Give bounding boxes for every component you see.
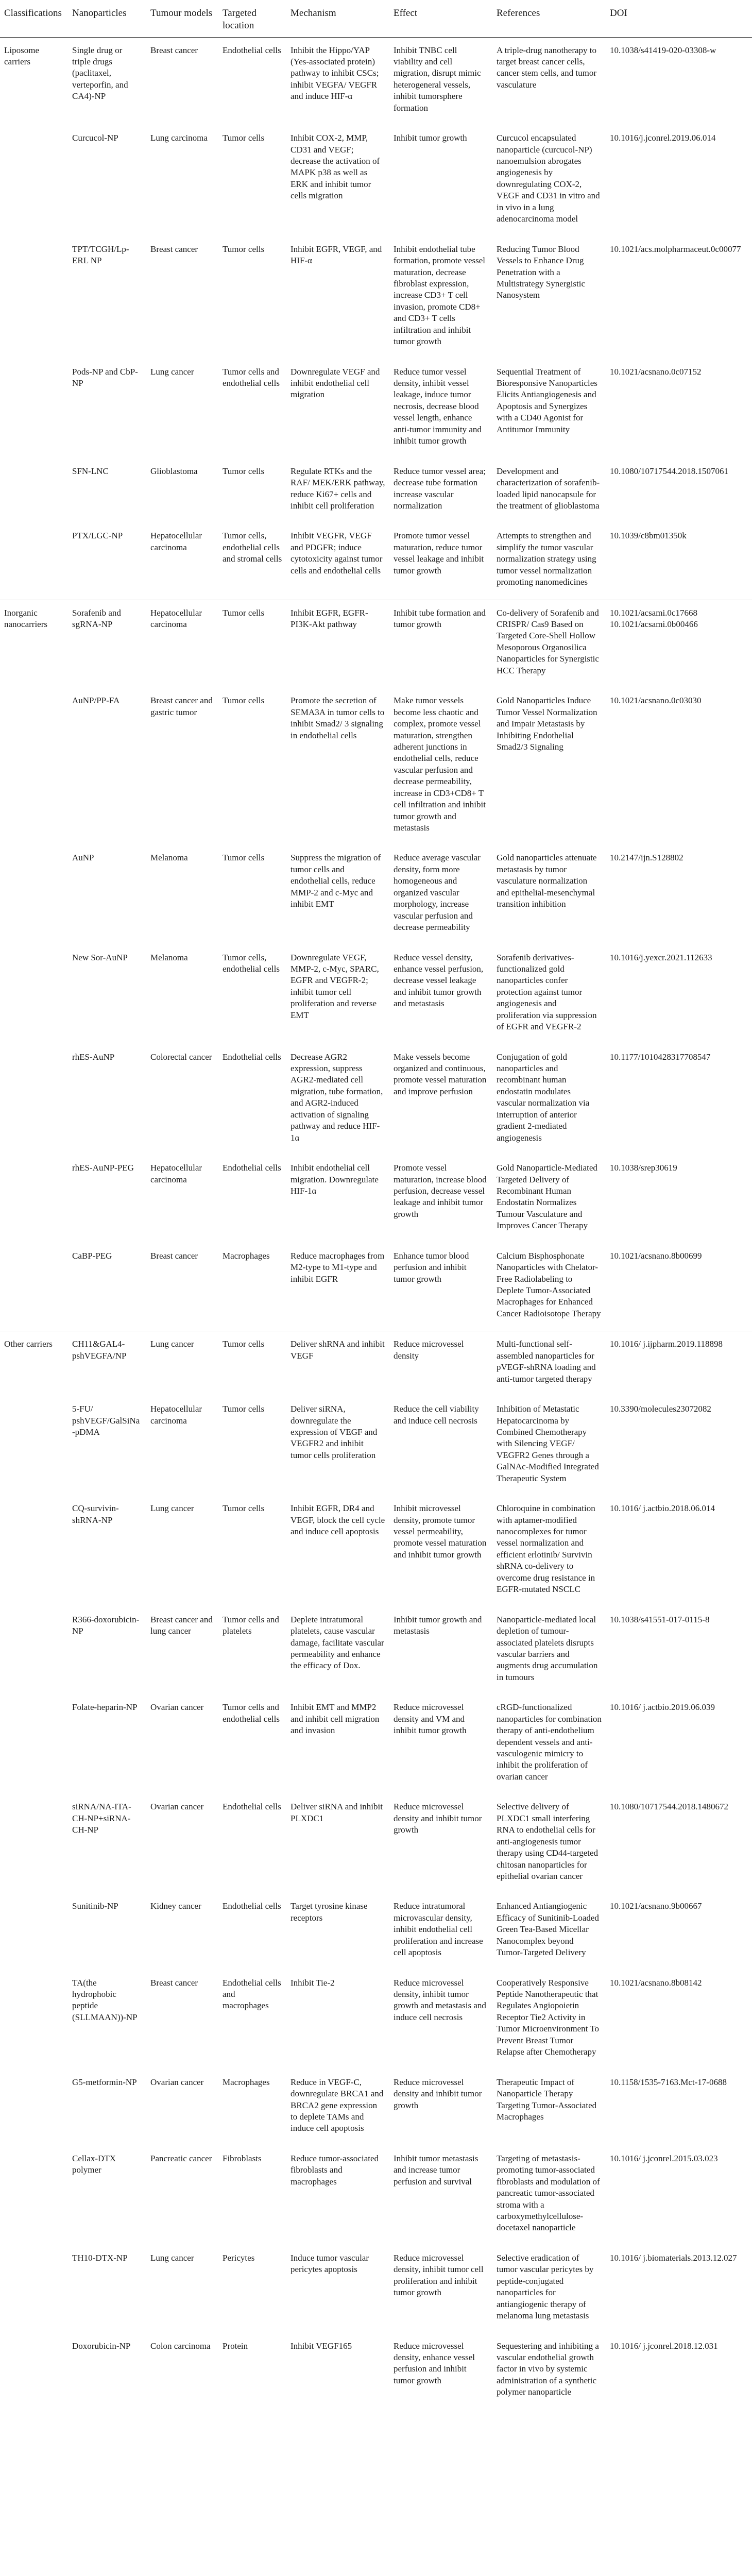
cell-mechanism: Deliver siRNA, downregulate the expression of VEGF and VEGFR2 and inhibit tumor cells proliferation [290, 1404, 378, 1460]
table-row [0, 359, 752, 459]
cell-classification [0, 1243, 68, 1331]
table-row [0, 523, 752, 600]
table-row [0, 845, 752, 944]
cell-targeted-location: Endothelial cells [223, 1802, 281, 1812]
table-row [0, 2245, 752, 2333]
cell-tumour-model: Pancreatic cancer [150, 2153, 212, 2163]
cell-doi: 10.1080/10717544.2018.1507061 [610, 466, 728, 476]
cell-tumour-model: Hepatocellular carcinoma [150, 531, 202, 552]
cell-tumour-model: Breast cancer [150, 244, 198, 254]
cell-reference: Targeting of metastasis-promoting tumor-associated fibroblasts and modulation of pancreatic tumor-associated stroma with a carboxymethylcellulose-docetaxel nanoparticle [497, 2153, 600, 2233]
cell-effect: Inhibit microvessel density, promote tumor vessel permeability, promote vessel maturation and inhibit tumor growth [394, 1503, 487, 1560]
cell-mechanism: Target tyrosine kinase receptors [290, 1901, 368, 1923]
cell-tumour-model: Breast cancer and gastric tumor [150, 696, 213, 717]
cell-nanoparticle: TH10-DTX-NP [72, 2252, 128, 2263]
cell-classification [0, 2333, 68, 2410]
cell-effect: Reduce microvessel density [389, 1331, 492, 1396]
cell-doi: 10.2147/ijn.S128802 [610, 853, 683, 863]
cell-effect: Reduce microvessel density and inhibit tumor growth [394, 1802, 482, 1835]
cell-doi: 10.1021/acsnano.8b08142 [610, 1977, 702, 1988]
cell-targeted-location: Tumor cells [223, 133, 265, 143]
cell-targeted-location: Tumor cells and endothelial cells [223, 1702, 280, 1724]
cell-mechanism: Inhibit EGFR, DR4 and VEGF, block the cell cycle and induce cell apoptosis [290, 1503, 385, 1536]
table-row [0, 1893, 752, 1970]
cell-targeted-location: Tumor cells, endothelial cells [223, 952, 280, 974]
cell-mechanism: Reduce in VEGF-C, downregulate BRCA1 and BRCA2 gene expression to deplete TAMs and induce cell apoptosis [290, 2077, 384, 2133]
cell-effect: Reduce microvessel density and inhibit tumor growth [394, 2077, 482, 2110]
cell-nanoparticle: Sorafenib and sgRNA-NP [68, 600, 146, 688]
cell-tumour-model: Breast cancer [150, 1250, 198, 1261]
cell-reference: cRGD-functionalized nanoparticles for combination therapy of anti-endothelium dependent vessels and anti-vasculogenic mimicry to inhibit the proliferation of ovarian cancer [497, 1702, 602, 1782]
cell-targeted-location: Tumor cells, endothelial cells and stromal cells [223, 531, 282, 564]
cell-tumour-model: Ovarian cancer [150, 1702, 204, 1713]
cell-effect: Reduce the cell viability and induce cell necrosis [394, 1404, 479, 1426]
cell-mechanism: Promote the secretion of SEMA3A in tumor cells to inhibit Smad2/ 3 signaling in endothelial cells [290, 696, 385, 740]
cell-tumour-model: Breast cancer [146, 37, 218, 125]
cell-reference: Cooperatively Responsive Peptide Nanotherapeutic that Regulates Angiopoietin Receptor Tie2 Activity in Tumor Microenvironment To Prevent Breast Tumor Relapse after Chemotherapy [497, 1977, 600, 2057]
cell-tumour-model: Hepatocellular carcinoma [150, 1163, 202, 1184]
table-row [0, 945, 752, 1044]
header-effect: Effect [389, 4, 492, 37]
table-header [0, 4, 752, 37]
cell-effect: Inhibit tumor growth [394, 133, 467, 143]
cell-targeted-location: Fibroblasts [223, 2153, 262, 2163]
cell-reference: Co-delivery of Sorafenib and CRISPR/ Cas9 Based on Targeted Core-Shell Hollow Mesoporous Organosilica Nanoparticles for Synergistic HCC Therapy [492, 600, 606, 688]
cell-mechanism: Inhibit Tie-2 [290, 1977, 335, 1988]
cell-classification [0, 1970, 68, 2070]
cell-tumour-model: Lung cancer [150, 366, 194, 377]
cell-targeted-location: Tumor cells [223, 853, 265, 863]
cell-mechanism: Inhibit endothelial cell migration. Downregulate HIF-1α [290, 1163, 379, 1196]
cell-doi: 10.1021/acsnano.8b00699 [610, 1250, 702, 1261]
cell-mechanism: Deliver shRNA and inhibit VEGF [286, 1331, 389, 1396]
cell-reference: Therapeutic Impact of Nanoparticle Therapy Targeting Tumor-Associated Macrophages [497, 2077, 597, 2122]
cell-tumour-model: Glioblastoma [150, 466, 198, 476]
table-row [0, 37, 752, 125]
cell-effect: Inhibit endothelial tube formation, promote vessel maturation, decrease fibroblast expression, increase CD3+ T cell invasion, promote CD8+ and CD3+ T cells infiltration and inhibit tumor growth [394, 244, 485, 347]
cell-effect: Inhibit tube formation and tumor growth [389, 600, 492, 688]
cell-tumour-model: Melanoma [150, 853, 188, 863]
cell-mechanism: Inhibit the Hippo/YAP (Yes-associated protein) pathway to inhibit CSCs; inhibit VEGFA/ VEGFR and induce HIF-α [286, 37, 389, 125]
cell-nanoparticle: G5-metformin-NP [72, 2077, 137, 2087]
cell-targeted-location: Endothelial cells [218, 37, 286, 125]
cell-doi: 10.1080/10717544.2018.1480672 [610, 1802, 728, 1812]
cell-targeted-location: Tumor cells [223, 466, 265, 476]
cell-reference: Sequential Treatment of Bioresponsive Nanoparticles Elicits Antiangiogenesis and Apoptosis and Synergizes with a CD40 Agonist for Antitumor Immunity [497, 366, 597, 434]
cell-nanoparticle: Curcucol-NP [72, 133, 118, 143]
cell-mechanism: Suppress the migration of tumor cells and endothelial cells, reduce MMP-2 and c-Myc and inhibit EMT [290, 853, 381, 909]
cell-classification: Liposome carriers [0, 37, 68, 125]
cell-classification [0, 459, 68, 523]
table-body [0, 37, 752, 2410]
cell-doi: 10.1021/acs.molpharmaceut.0c00077 [610, 244, 741, 254]
cell-classification [0, 1496, 68, 1607]
cell-nanoparticle: rhES-AuNP [72, 1052, 115, 1062]
cell-classification [0, 1893, 68, 1970]
cell-tumour-model: Breast cancer and lung cancer [150, 1614, 213, 1636]
cell-reference: Selective eradication of tumor vascular pericytes by peptide-conjugated nanoparticles for antiangiogenic therapy of melanoma lung metastasis [497, 2252, 594, 2321]
header-tumour-models: Tumour models [146, 4, 218, 37]
table-row [0, 236, 752, 359]
cell-reference: A triple-drug nanotherapy to target breast cancer cells, cancer stem cells, and tumor vasculature [492, 37, 606, 125]
cell-mechanism: Decrease AGR2 expression, suppress AGR2-mediated cell migration, tube formation, and AGR2-induced activation of signaling pathway and reduce HIF-1α [290, 1052, 383, 1143]
cell-mechanism: Downregulate VEGF, MMP-2, c-Myc, SPARC, EGFR and VEGFR-2; inhibit tumor cell proliferation and reverse EMT [290, 952, 379, 1020]
table-row [0, 1607, 752, 1695]
cell-doi: 10.1038/srep30619 [610, 1163, 677, 1173]
cell-tumour-model: Lung cancer [146, 1331, 218, 1396]
cell-reference: Inhibition of Metastatic Hepatocarcinoma by Combined Chemotherapy with Silencing VEGF/ VEGFR2 Genes through a GalNAc-Modified Integrated Therapeutic System [497, 1404, 599, 1483]
cell-nanoparticle: PTX/LGC-NP [72, 531, 123, 541]
cell-targeted-location: Tumor cells [218, 1331, 286, 1396]
table-row [0, 2146, 752, 2245]
cell-effect: Enhance tumor blood perfusion and inhibit tumor growth [394, 1250, 469, 1284]
table-row [0, 688, 752, 845]
cell-targeted-location: Tumor cells [223, 1404, 265, 1414]
cell-doi: 10.1016/ j.actbio.2018.06.014 [610, 1503, 715, 1514]
cell-classification: Other carriers [0, 1331, 68, 1396]
cell-nanoparticle: Sunitinib-NP [72, 1901, 118, 1911]
cell-classification [0, 359, 68, 459]
cell-targeted-location: Tumor cells [223, 244, 265, 254]
cell-tumour-model: Lung carcinoma [150, 133, 208, 143]
cell-nanoparticle: CH11&GAL4-pshVEGFA/NP [68, 1331, 146, 1396]
cell-reference: Curcucol encapsulated nanoparticle (curcucol-NP) nanoemulsion abrogates angiogenesis by downregulating COX-2, VEGF and CD31 in vitro and in vivo in a lung adenocarcinoma model [497, 133, 600, 224]
cell-nanoparticle: AuNP [72, 853, 94, 863]
header-classifications: Classifications [0, 4, 68, 37]
cell-classification [0, 1155, 68, 1243]
cell-effect: Inhibit TNBC cell viability and cell migration, disrupt mimic heterogeneral vessels, inhibit tumorsphere formation [389, 37, 492, 125]
cell-effect: Promote vessel maturation, increase blood perfusion, decrease vessel leakage and inhibit tumor growth [394, 1163, 487, 1219]
cell-effect: Make tumor vessels become less chaotic and complex, promote vessel maturation, strengthen adherent junctions in endothelial cells, reduce vascular perfusion and decrease permeability, increase in CD3+CD8+ T cell infiltration and inhibit tumor growth and metastasis [394, 696, 486, 833]
cell-doi: 10.1016/j.jconrel.2019.06.014 [610, 133, 716, 143]
cell-mechanism: Inhibit COX-2, MMP, CD31 and VEGF; decrease the activation of MAPK p38 as well as ERK and inhibit tumor cells migration [290, 133, 380, 201]
cell-doi: 10.1016/ j.jconrel.2018.12.031 [610, 2341, 718, 2351]
cell-mechanism: Reduce tumor-associated fibroblasts and macrophages [290, 2153, 379, 2187]
cell-doi: 10.1016/ j.biomaterials.2013.12.027 [610, 2252, 737, 2263]
cell-reference: Nanoparticle-mediated local depletion of tumour-associated platelets disrupts vascular barriers and augments drug accumulation in tumours [497, 1614, 598, 1682]
cell-tumour-model: Ovarian cancer [150, 1802, 204, 1812]
cell-mechanism: Induce tumor vascular pericytes apoptosis [290, 2252, 369, 2275]
cell-nanoparticle: TA(the hydrophobic peptide (SLLMAAN))-NP [72, 1977, 138, 2022]
cell-targeted-location: Pericytes [223, 2252, 255, 2263]
table-row [0, 1243, 752, 1331]
cell-nanoparticle: SFN-LNC [72, 466, 109, 476]
cell-effect: Reduce tumor vessel density, inhibit vessel leakage, induce tumor necrosis, decrease blood vessel length, enhance anti-tumor immunity and inhibit tumor growth [394, 366, 482, 446]
cell-tumour-model: Ovarian cancer [150, 2077, 204, 2087]
cell-effect: Reduce tumor vessel area; decrease tube formation increase vascular normalization [394, 466, 486, 511]
cell-tumour-model: Hepatocellular carcinoma [150, 1404, 202, 1426]
cell-doi: 10.1021/acsnano.0c07152 [610, 366, 702, 377]
table-row [0, 1970, 752, 2070]
cell-doi: 10.1016/ j.ijpharm.2019.118898 [606, 1331, 752, 1396]
table-row [0, 1396, 752, 1496]
cell-doi: 10.1021/acsnano.0c03030 [610, 696, 702, 706]
cell-nanoparticle: New Sor-AuNP [72, 952, 128, 962]
nanoparticle-table [0, 4, 752, 2410]
cell-reference: Gold nanoparticles attenuate metastasis by tumor vasculature normalization and epithelial-mesenchymal transition inhibition [497, 853, 597, 909]
cell-targeted-location: Tumor cells and endothelial cells [223, 366, 280, 388]
cell-classification [0, 2146, 68, 2245]
cell-targeted-location: Protein [223, 2341, 248, 2351]
cell-mechanism: Inhibit EGFR, EGFR-PI3K-Akt pathway [286, 600, 389, 688]
cell-nanoparticle: rhES-AuNP-PEG [72, 1163, 134, 1173]
cell-tumour-model: Colon carcinoma [150, 2341, 211, 2351]
table-row [0, 600, 752, 688]
table-row [0, 2070, 752, 2146]
cell-classification [0, 1694, 68, 1794]
cell-classification [0, 945, 68, 1044]
cell-reference: Selective delivery of PLXDC1 small interfering RNA to endothelial cells for anti-angiogenesis tumor therapy using CD44-targeted chitosan nanoparticles for epithelial ovarian cancer [497, 1802, 599, 1881]
cell-effect: Reduce microvessel density, enhance vessel perfusion and inhibit tumor growth [394, 2341, 475, 2385]
table-row [0, 1331, 752, 1396]
cell-classification [0, 2070, 68, 2146]
cell-reference: Calcium Bisphosphonate Nanoparticles with Chelator-Free Radiolabeling to Deplete Tumor-Associated Macrophages for Enhanced Cancer Radioisotope Therapy [497, 1250, 601, 1318]
cell-effect: Inhibit tumor growth and metastasis [394, 1614, 482, 1636]
cell-nanoparticle: siRNA/NA-ITA-CH-NP+siRNA-CH-NP [72, 1802, 131, 1835]
cell-classification [0, 2245, 68, 2333]
cell-doi: 10.1021/acsami.0c17668 10.1021/acsami.0b00466 [606, 600, 752, 688]
header-row [0, 4, 752, 37]
cell-tumour-model: Breast cancer [150, 1977, 198, 1988]
cell-tumour-model: Melanoma [150, 952, 188, 962]
cell-targeted-location: Tumor cells and platelets [223, 1614, 279, 1636]
cell-doi: 10.1039/c8bm01350k [610, 531, 687, 541]
cell-nanoparticle: Pods-NP and CbP-NP [72, 366, 138, 388]
cell-doi: 10.1021/acsnano.9b00667 [610, 1901, 702, 1911]
cell-reference: Enhanced Antiangiogenic Efficacy of Sunitinib-Loaded Green Tea-Based Micellar Nanocomplex beyond Tumor-Targeted Delivery [497, 1901, 599, 1958]
cell-classification [0, 236, 68, 359]
cell-effect: Reduce microvessel density, inhibit tumor growth and metastasis and induce cell necrosis [394, 1977, 486, 2022]
cell-classification [0, 125, 68, 236]
cell-mechanism: Reduce macrophages from M2-type to M1-type and inhibit EGFR [290, 1250, 385, 1284]
cell-mechanism: Inhibit EMT and MMP2 and inhibit cell migration and invasion [290, 1702, 380, 1736]
header-nanoparticles: Nanoparticles [68, 4, 146, 37]
cell-nanoparticle: 5-FU/ pshVEGF/GalSiNa-pDMA [72, 1404, 140, 1437]
table-row [0, 1694, 752, 1794]
table-row [0, 1044, 752, 1156]
cell-nanoparticle: TPT/TCGH/Lp-ERL NP [72, 244, 129, 266]
cell-doi: 10.1016/j.yexcr.2021.112633 [610, 952, 712, 962]
cell-reference: Attempts to strengthen and simplify the tumor vascular normalization strategy using tumor vessel normalization promoting nanomedicines [497, 531, 596, 587]
cell-doi: 10.1016/ j.actbio.2019.06.039 [610, 1702, 715, 1713]
cell-nanoparticle: R366-doxorubicin-NP [72, 1614, 140, 1636]
cell-classification [0, 1044, 68, 1156]
cell-mechanism: Deliver siRNA and inhibit PLXDC1 [290, 1802, 383, 1823]
cell-targeted-location: Tumor cells [223, 1503, 265, 1514]
cell-tumour-model: Colorectal cancer [150, 1052, 212, 1062]
cell-classification [0, 688, 68, 845]
cell-mechanism: Downregulate VEGF and inhibit endothelial cell migration [290, 366, 380, 400]
cell-classification [0, 1607, 68, 1695]
cell-effect: Make vessels become organized and continuous, promote vessel maturation and improve perfusion [394, 1052, 487, 1096]
cell-tumour-model: Lung cancer [150, 2252, 194, 2263]
cell-mechanism: Inhibit VEGFR, VEGF and PDGFR; induce cytotoxicity against tumor cells and endothelial cells [290, 531, 383, 575]
cell-reference: Multi-functional self-assembled nanoparticles for pVEGF-shRNA loading and anti-tumor targeted therapy [492, 1331, 606, 1396]
table-row [0, 459, 752, 523]
cell-effect: Reduce intratumoral microvascular density, inhibit endothelial cell proliferation and increase cell apoptosis [394, 1901, 483, 1958]
cell-reference: Conjugation of gold nanoparticles and recombinant human endostatin modulates vascular normalization via interruption of anterior gradient 2-mediated angiogenesis [497, 1052, 590, 1143]
cell-doi: 10.1038/s41419-020-03308-w [606, 37, 752, 125]
cell-targeted-location: Endothelial cells and macrophages [223, 1977, 281, 2011]
cell-targeted-location: Endothelial cells [223, 1163, 281, 1173]
cell-mechanism: Regulate RTKs and the RAF/ MEK/ERK pathway, reduce Ki67+ cells and inhibit cell proliferation [290, 466, 385, 511]
cell-nanoparticle: Cellax-DTX polymer [72, 2153, 116, 2175]
cell-tumour-model: Kidney cancer [150, 1901, 201, 1911]
cell-effect: Reduce vessel density, enhance vessel perfusion, decrease vessel leakage and inhibit tumor growth and metastasis [394, 952, 484, 1009]
cell-nanoparticle: Folate-heparin-NP [72, 1702, 138, 1713]
table-row [0, 1155, 752, 1243]
cell-targeted-location: Tumor cells [223, 696, 265, 706]
cell-reference: Development and characterization of sorafenib-loaded lipid nanocapsule for the treatment of glioblastoma [497, 466, 600, 511]
table-row [0, 1794, 752, 1893]
cell-mechanism: Deplete intratumoral platelets, cause vascular damage, facilitate vascular permeability and enhance the efficacy of Dox. [290, 1614, 384, 1671]
cell-doi: 10.1016/ j.jconrel.2015.03.023 [610, 2153, 718, 2163]
table-row [0, 125, 752, 236]
cell-mechanism: Inhibit EGFR, VEGF, and HIF-α [290, 244, 382, 266]
cell-effect: Promote tumor vessel maturation, reduce tumor vessel leakage and inhibit tumor growth [394, 531, 484, 575]
cell-nanoparticle: Doxorubicin-NP [72, 2341, 131, 2351]
cell-targeted-location: Tumor cells [218, 600, 286, 688]
cell-doi: 10.3390/molecules23072082 [610, 1404, 711, 1414]
header-targeted-location: Targeted location [218, 4, 286, 37]
table-row [0, 1496, 752, 1607]
cell-nanoparticle: CaBP-PEG [72, 1250, 112, 1261]
cell-effect: Inhibit tumor metastasis and increase tumor perfusion and survival [394, 2153, 478, 2187]
cell-targeted-location: Endothelial cells [223, 1901, 281, 1911]
cell-classification: Inorganic nanocarriers [0, 600, 68, 688]
cell-nanoparticle: Single drug or triple drugs (paclitaxel, verteporfin, and CA4)-NP [68, 37, 146, 125]
cell-doi: 10.1177/1010428317708547 [610, 1052, 711, 1062]
cell-effect: Reduce microvessel density, inhibit tumor cell proliferation and inhibit tumor growth [394, 2252, 484, 2298]
cell-reference: Reducing Tumor Blood Vessels to Enhance Drug Penetration with a Multistrategy Synergistic Nanosystem [497, 244, 586, 300]
cell-nanoparticle: CQ-survivin-shRNA-NP [72, 1503, 119, 1525]
cell-tumour-model: Hepatocellular carcinoma [146, 600, 218, 688]
table-row [0, 2333, 752, 2410]
cell-mechanism: Inhibit VEGF165 [290, 2341, 352, 2351]
header-mechanism: Mechanism [286, 4, 389, 37]
cell-doi: 10.1158/1535-7163.Mct-17-0688 [610, 2077, 727, 2087]
cell-classification [0, 1396, 68, 1496]
cell-tumour-model: Lung cancer [150, 1503, 194, 1514]
cell-reference: Gold Nanoparticles Induce Tumor Vessel Normalization and Impair Metastasis by Inhibiting Endothelial Smad2/3 Signaling [497, 696, 597, 752]
cell-reference: Sequestering and inhibiting a vascular endothelial growth factor in vivo by systemic administration of a synthetic polymer nanoparticle [497, 2341, 599, 2397]
cell-reference: Sorafenib derivatives-functionalized gold nanoparticles confer protection against tumor angiogenesis and proliferation via suppression of EGFR and VEGFR-2 [497, 952, 597, 1032]
cell-classification [0, 1794, 68, 1893]
cell-classification [0, 523, 68, 600]
cell-reference: Gold Nanoparticle-Mediated Targeted Delivery of Recombinant Human Endostatin Normalizes Tumour Vasculature and Improves Cancer Therapy [497, 1163, 597, 1231]
cell-doi: 10.1038/s41551-017-0115-8 [610, 1614, 710, 1624]
cell-effect: Reduce average vascular density, form more homogeneous and organized vascular morphology, increase vascular perfusion and decrease permeability [394, 853, 481, 933]
cell-targeted-location: Macrophages [223, 2077, 270, 2087]
header-references: References [492, 4, 606, 37]
cell-effect: Reduce microvessel density and VM and inhibit tumor growth [394, 1702, 467, 1736]
cell-classification [0, 845, 68, 944]
cell-reference: Chloroquine in combination with aptamer-modified nanocomplexes for tumor vessel normalization and efficient erlotinib/ Survivin shRNA co-delivery to overcome drug resistance in EGFR-mutated NSCLC [497, 1503, 595, 1595]
cell-nanoparticle: AuNP/PP-FA [72, 696, 120, 706]
header-doi: DOI [606, 4, 752, 37]
cell-targeted-location: Endothelial cells [223, 1052, 281, 1062]
cell-targeted-location: Macrophages [223, 1250, 270, 1261]
